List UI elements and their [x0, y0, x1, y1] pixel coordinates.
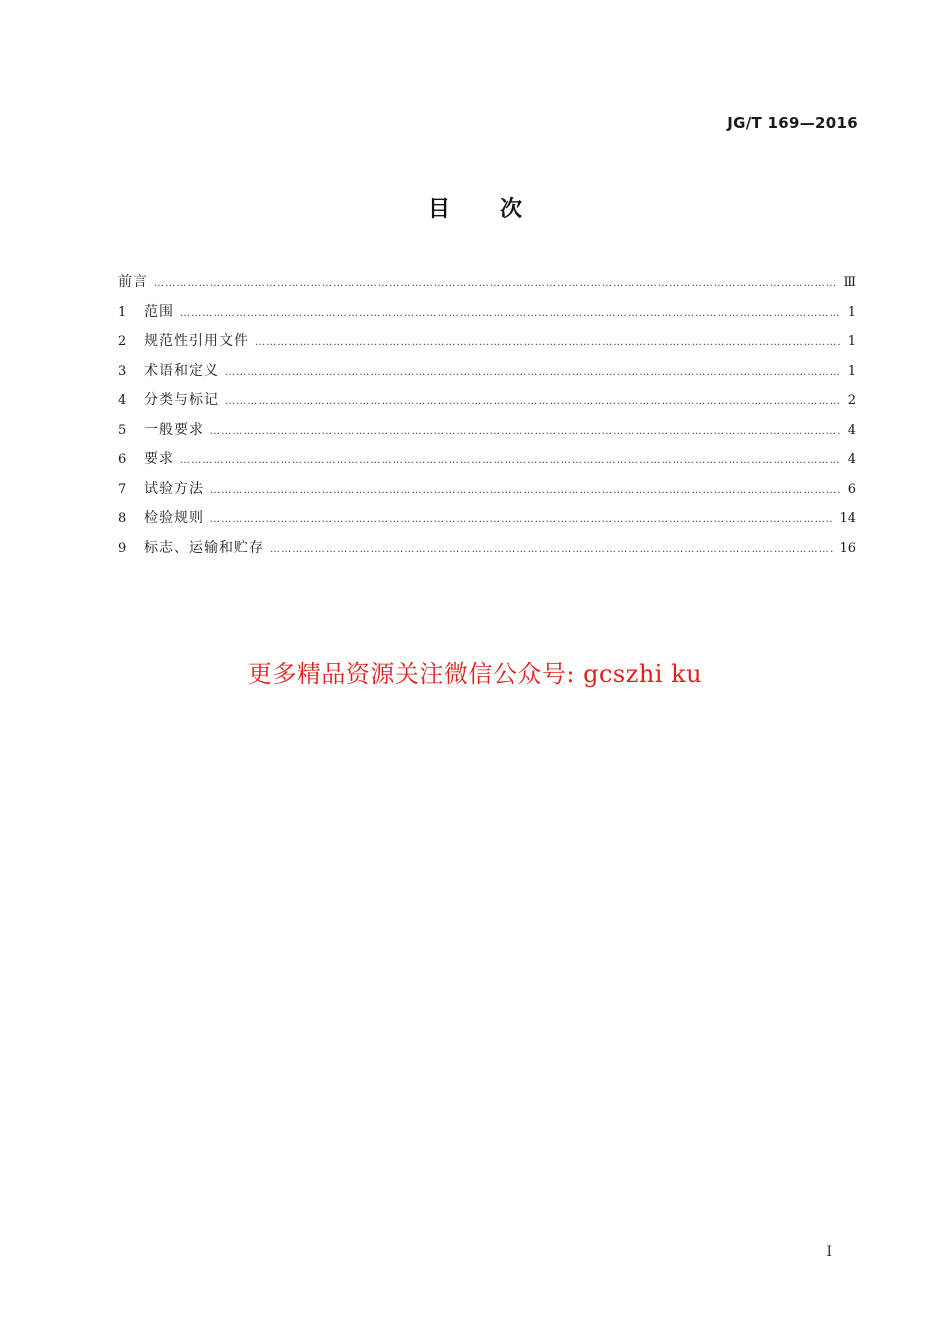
toc-entry-number: 7: [118, 481, 127, 497]
toc-entry-label: 试验方法: [144, 480, 204, 497]
toc-entry-requirements[interactable]: [118, 445, 856, 475]
toc-entry-marking-transport-storage[interactable]: [118, 534, 856, 564]
toc-entry-label: 范围: [144, 303, 174, 320]
toc-entry-page: Ⅲ: [843, 275, 856, 290]
toc-entry-general-requirements[interactable]: [118, 416, 856, 446]
toc-entry-label: 术语和定义: [144, 362, 219, 379]
toc-entry-terms[interactable]: [118, 357, 856, 387]
toc-entry-label: 标志、运输和贮存: [144, 539, 264, 556]
toc-entry-test-methods[interactable]: [118, 475, 856, 505]
toc-entry-label: 规范性引用文件: [144, 333, 249, 349]
toc-entry-number: 6: [118, 452, 127, 467]
toc-entry-label: 一般要求: [144, 421, 204, 438]
toc-leader-dots: [210, 417, 840, 447]
toc-entry-label: 要求: [144, 451, 174, 467]
toc-entry-number: 5: [118, 422, 127, 438]
toc-entry-label: 前言: [118, 274, 148, 290]
page-title: 目次: [427, 197, 572, 222]
toc-entry-page: 1: [847, 363, 856, 379]
toc-leader-dots: [225, 387, 840, 417]
toc-leader-dots: [225, 358, 840, 388]
toc-entry-classification[interactable]: [118, 386, 856, 416]
toc-entry-page: 4: [847, 422, 856, 438]
toc-leader-dots: [270, 535, 833, 565]
toc-entry-number: 3: [118, 363, 127, 379]
toc-entry-page: 1: [847, 304, 856, 320]
standard-code: JG/T 169—2016: [727, 114, 858, 132]
toc-leader-dots: [154, 269, 837, 299]
toc-entry-number: 4: [118, 393, 127, 408]
toc-entry-page: 6: [847, 481, 856, 497]
toc-leader-dots: [255, 328, 840, 358]
toc-leader-dots: [180, 446, 840, 476]
toc-entry-number: 1: [118, 304, 127, 320]
table-of-contents: [118, 268, 856, 563]
toc-entry-label: 检验规则: [144, 510, 204, 526]
toc-entry-normative-references[interactable]: [118, 327, 856, 357]
toc-entry-page: 2: [847, 393, 856, 408]
toc-entry-number: 8: [118, 511, 127, 526]
toc-entry-inspection-rules[interactable]: [118, 504, 856, 534]
toc-entry-page: 1: [847, 334, 856, 349]
toc-entry-label: 分类与标记: [144, 392, 219, 408]
toc-entry-number: 2: [118, 334, 127, 349]
toc-entry-page: 4: [847, 452, 856, 467]
toc-entry-page: 14: [839, 511, 856, 526]
toc-leader-dots: [180, 299, 840, 329]
promo-text: 更多精品资源关注微信公众号: gcszhi ku: [247, 660, 703, 688]
toc-leader-dots: [210, 476, 840, 506]
toc-entry-foreword[interactable]: [118, 268, 856, 298]
toc-entry-page: 16: [839, 540, 856, 556]
toc-entry-scope[interactable]: [118, 298, 856, 328]
toc-leader-dots: [210, 505, 833, 535]
page-number: I: [826, 1244, 832, 1260]
toc-entry-number: 9: [118, 540, 127, 556]
